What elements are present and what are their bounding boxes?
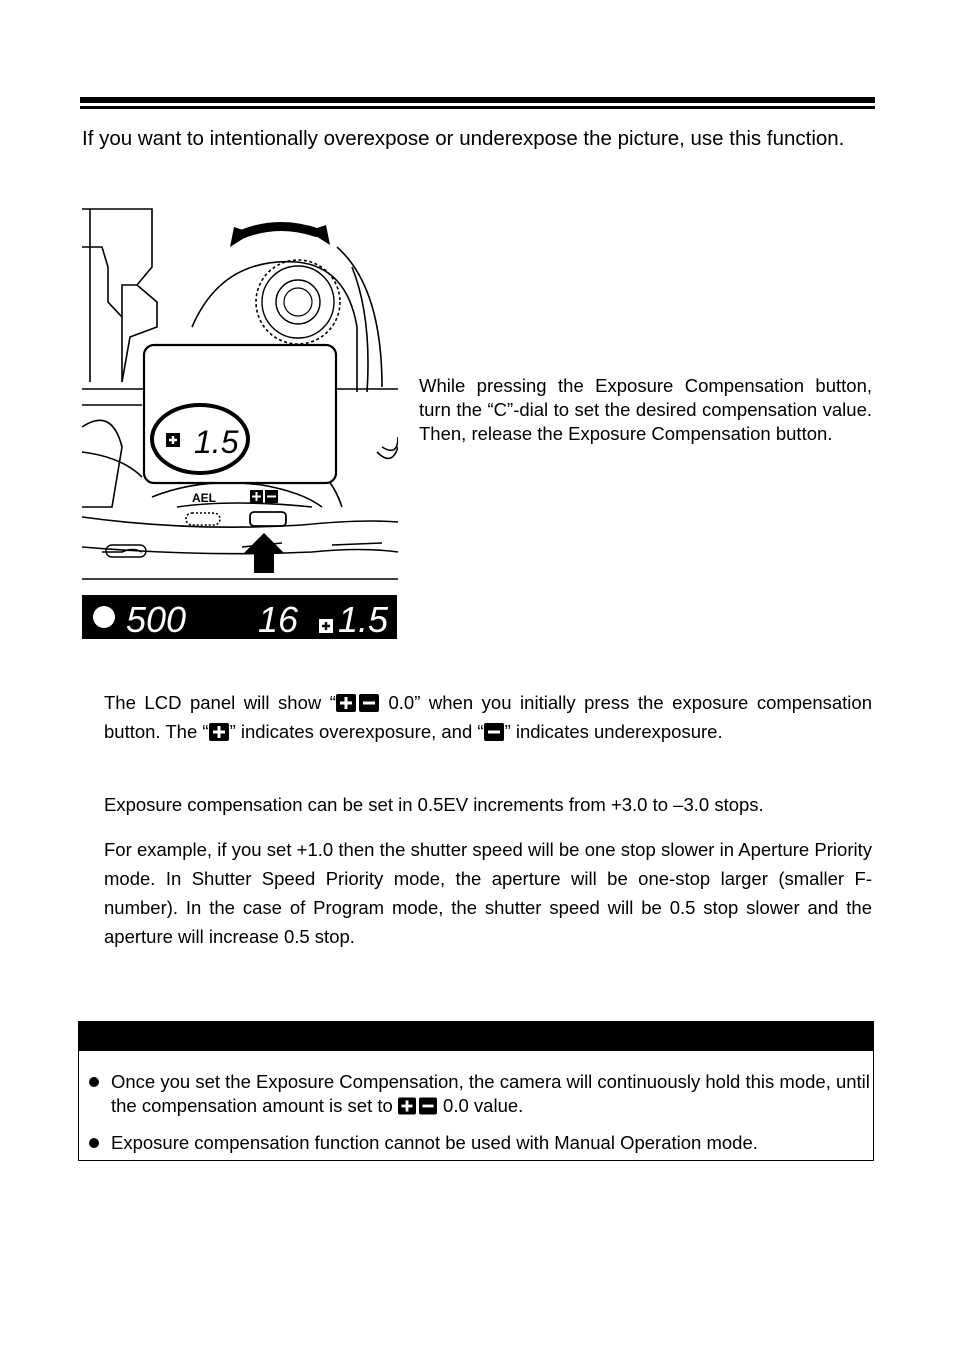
intro-text: If you want to intentionally overexpose or underexpose the picture, use this function. [82, 127, 845, 150]
ael-button-label: AEL [192, 491, 216, 505]
note-1-part1: Once you set the Exposure Compensation, the camera will continuously hold this mode, until the compensation amount is set to [111, 1071, 870, 1116]
plus-icon [209, 723, 230, 741]
plus-minus-icon [336, 694, 380, 712]
bullet-icon [89, 1077, 99, 1087]
note-item-1-text [111, 1070, 871, 1118]
plus-minus-icon [398, 1097, 438, 1115]
note-1-part2: 0.0 value. [437, 1095, 524, 1116]
header-rule-thick [80, 97, 875, 103]
lcd-strip-shutter: 500 [126, 599, 187, 639]
instruction-text: While pressing the Exposure Compensation button, turn the “C”-dial to set the desired compensation value. Then, release the Exposure Compensation button. [419, 375, 872, 444]
header-rule-thin [80, 106, 875, 109]
lcd-strip-aperture: 16 [258, 599, 299, 639]
para1-part2: 0.0” when you initially press the exposure compensation button. The “ [104, 692, 872, 742]
camera-illustration [82, 207, 398, 583]
minus-icon [484, 723, 505, 741]
lcd-panel-value: 1.5 [194, 424, 239, 460]
viewfinder-lcd-strip [82, 595, 397, 639]
note-item-2-text: Exposure compensation function cannot be used with Manual Operation mode. [111, 1132, 758, 1153]
note-box [78, 1021, 874, 1161]
para1-part3: ” indicates overexposure, and “ [229, 721, 484, 742]
para1-part4: ” indicates underexposure. [504, 721, 723, 742]
lcd-strip-comp: 1.5 [338, 599, 389, 639]
example-paragraph: For example, if you set +1.0 then the shutter speed will be one stop slower in Aperture Priority mode. In Shutter Speed Priority mode, the aperture will be one-stop larger (smaller F-number). In the case of Program mode, the shutter speed will be 0.5 stop slower and the aperture will increase 0.5 stop. [104, 839, 872, 947]
note-header-bar [79, 1022, 873, 1051]
lcd-description-paragraph [104, 688, 872, 746]
bullet-icon [89, 1138, 99, 1148]
increments-paragraph: Exposure compensation can be set in 0.5EV increments from +3.0 to –3.0 stops. [104, 794, 764, 815]
focus-indicator-icon [93, 606, 115, 628]
para1-part1: The LCD panel will show “ [104, 692, 336, 713]
